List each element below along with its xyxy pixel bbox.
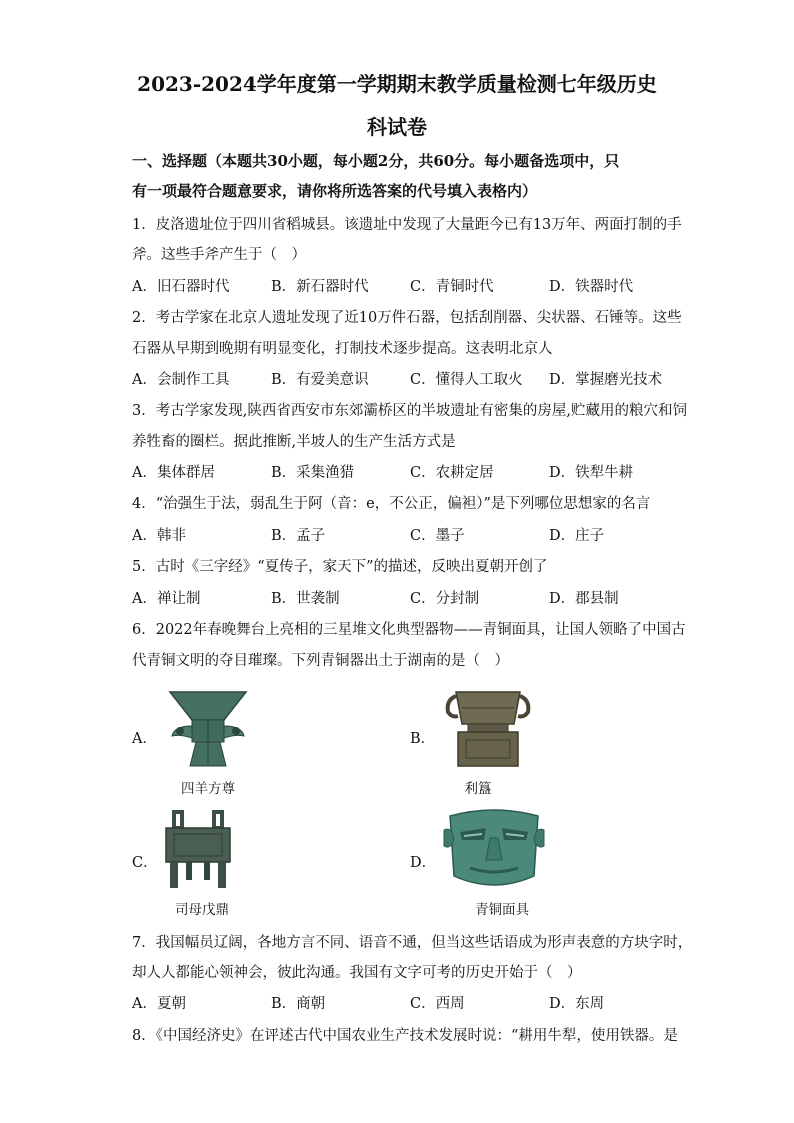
q5-stem-line1: 5．古时《三字经》“夏传子，家天下”的描述，反映出夏朝开创了 <box>132 559 548 575</box>
q7-option-c[interactable]: C．西周 <box>410 996 465 1012</box>
q3-option-b[interactable]: B．采集渔猎 <box>271 465 355 481</box>
q6-option-d-caption: 青铜面具 <box>475 902 529 918</box>
q7-stem-line1: 7．我国幅员辽阔，各地方言不同、语音不通，但当这些话语成为形声表意的方块字时， <box>132 935 693 951</box>
q3-stem-line2: 养牲畜的圈栏。据此推断,半坡人的生产生活方式是 <box>132 434 456 450</box>
q3-option-a[interactable]: A．集体群居 <box>132 465 215 481</box>
q1-stem-line2: 斧。这些手斧产生于（ ） <box>132 247 306 263</box>
exam-title-line1: 2023-2024学年度第一学期期末教学质量检测七年级历史 <box>137 72 657 96</box>
q2-option-b[interactable]: B．有爱美意识 <box>271 372 369 388</box>
bronze-mask-image[interactable] <box>442 806 546 892</box>
q6-option-a-caption: 四羊方尊 <box>181 781 235 797</box>
q2-stem-line2: 石器从早期到晚期有明显变化，打制技术逐步提高。这表明北京人 <box>132 341 553 357</box>
q1-option-b[interactable]: B．新石器时代 <box>271 279 369 295</box>
q4-option-d[interactable]: D．庄子 <box>549 528 605 544</box>
q5-option-a[interactable]: A．禅让制 <box>132 591 201 607</box>
q2-stem-line1: 2．考古学家在北京人遗址发现了近10万件石器，包括刮削器、尖状器、石锤等。这些 <box>132 310 682 326</box>
q1-stem-line1: 1．皮洛遗址位于四川省稻城县。该遗址中发现了大量距今已有13万年、两面打制的手 <box>132 217 682 233</box>
q4-option-a[interactable]: A．韩非 <box>132 528 186 544</box>
q5-option-c[interactable]: C．分封制 <box>410 591 480 607</box>
q4-option-b[interactable]: B．孟子 <box>271 528 326 544</box>
q6-option-b-letter[interactable]: B． <box>410 731 436 747</box>
q3-option-c[interactable]: C．农耕定居 <box>410 465 494 481</box>
q2-option-a[interactable]: A．会制作工具 <box>132 372 230 388</box>
four-ram-square-zun-image[interactable] <box>166 686 250 770</box>
q6-option-c-caption: 司母戊鼎 <box>175 902 229 918</box>
q3-stem-line1: 3．考古学家发现,陕西省西安市东郊灞桥区的半坡遗址有密集的房屋,贮藏用的粮穴和饲 <box>132 403 687 419</box>
q2-option-d[interactable]: D．掌握磨光技术 <box>549 372 663 388</box>
q6-option-a-letter[interactable]: A． <box>132 731 157 747</box>
q5-option-b[interactable]: B．世袭制 <box>271 591 340 607</box>
exam-title-line2: 科试卷 <box>367 115 427 139</box>
q6-option-c-letter[interactable]: C． <box>132 855 158 871</box>
q6-option-b-caption: 利簋 <box>464 781 492 797</box>
li-gui-vessel-image[interactable] <box>444 686 532 770</box>
q3-option-d[interactable]: D．铁犁牛耕 <box>549 465 634 481</box>
q8-stem-line1: 8．《中国经济史》在评述古代中国农业生产技术发展时说：“耕用牛犁，使用铁器。是 <box>132 1028 678 1044</box>
q7-option-d[interactable]: D．东周 <box>549 996 605 1012</box>
q6-option-d-letter[interactable]: D． <box>410 855 437 871</box>
q1-option-a[interactable]: A．旧石器时代 <box>132 279 230 295</box>
q4-stem-line1: 4．“治强生于法，弱乱生于阿（音：e，不公正，偏袒）”是下列哪位思想家的名言 <box>132 496 651 512</box>
section-heading-line1: 一、选择题（本题共30小题，每小题2分，共60分。每小题备选项中，只 <box>132 152 620 170</box>
q2-option-c[interactable]: C．懂得人工取火 <box>410 372 523 388</box>
q6-stem-line2: 代青铜文明的夺目璀璨。下列青铜器出土于湖南的是（ ） <box>132 653 509 669</box>
q7-option-b[interactable]: B．商朝 <box>271 996 326 1012</box>
section-heading-line2: 有一项最符合题意要求，请你将所选答案的代号填入表格内） <box>132 182 538 200</box>
simuwu-ding-image[interactable] <box>162 810 234 890</box>
q1-option-d[interactable]: D．铁器时代 <box>549 279 634 295</box>
q1-option-c[interactable]: C．青铜时代 <box>410 279 494 295</box>
q7-option-a[interactable]: A．夏朝 <box>132 996 186 1012</box>
q5-option-d[interactable]: D．郡县制 <box>549 591 619 607</box>
q6-stem-line1: 6．2022年春晚舞台上亮相的三星堆文化典型器物——青铜面具，让国人领略了中国古 <box>132 622 686 638</box>
q4-option-c[interactable]: C．墨子 <box>410 528 465 544</box>
q7-stem-line2: 却人人都能心领神会，彼此沟通。我国有文字可考的历史开始于（ ） <box>132 965 582 981</box>
